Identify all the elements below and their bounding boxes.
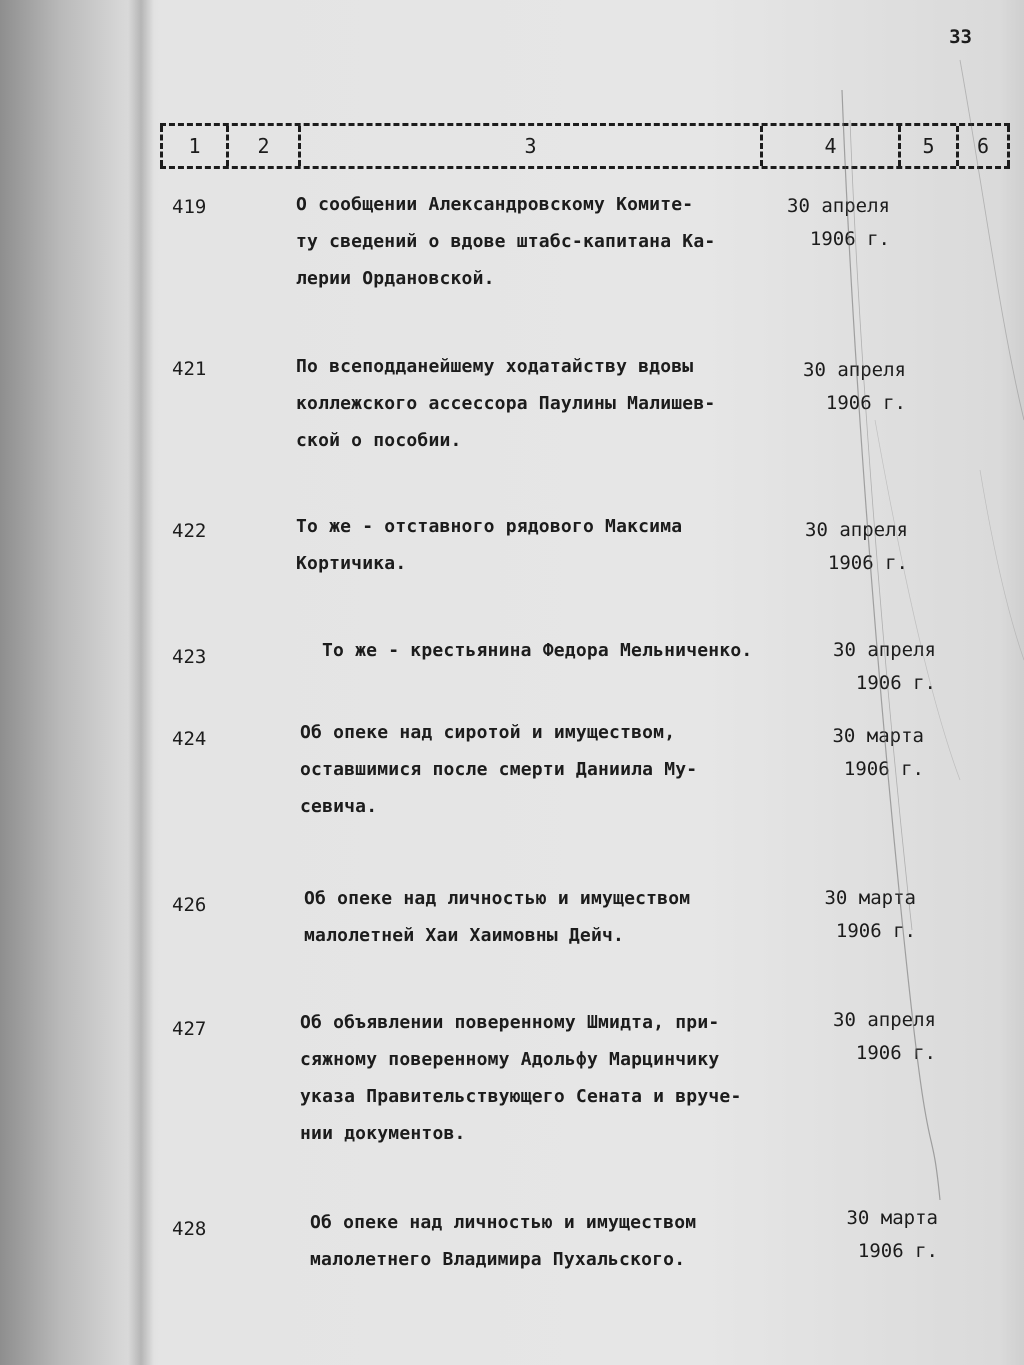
- entry-date: [764, 720, 924, 786]
- column-header: 5: [898, 126, 956, 166]
- bleed-through: [0, 810, 60, 834]
- date-day: 30 апреля: [833, 1009, 936, 1031]
- date-year: 1906 г.: [855, 672, 936, 694]
- date-day: 30 марта: [846, 1207, 938, 1229]
- entry-number: 423: [172, 646, 207, 668]
- entry-date: [778, 1202, 938, 1268]
- entry-date: [746, 354, 906, 420]
- column-header: 1: [160, 126, 226, 166]
- date-year: 1906 г.: [855, 1042, 936, 1064]
- entry-description: То же - отставного рядового Максима Кортичика.: [296, 516, 683, 574]
- entry-date: [776, 634, 936, 700]
- date-day: 30 апреля: [805, 519, 908, 541]
- bleed-through: [0, 460, 60, 484]
- entry-number: 426: [172, 894, 207, 916]
- entry-description: О сообщении Александровскому Комите- ту сведений о вдове штабс-капитана Ка- лерии Ордановской.: [296, 194, 716, 289]
- bleed-through: [0, 600, 60, 624]
- date-day: 30 апреля: [833, 639, 936, 661]
- date-year: 1906 г.: [809, 228, 890, 250]
- entry-description: По всеподданейшему ходатайству вдовы коллежского ассессора Паулины Малишев- ской о пособии.: [296, 356, 716, 451]
- entry-date: [730, 190, 890, 256]
- date-day: 30 апреля: [787, 195, 890, 217]
- date-year: 1906 г.: [843, 758, 924, 780]
- entry-description: Об опеке над сиротой и имуществом, оставшимися после смерти Даниила Му- севича.: [300, 722, 698, 817]
- bleed-through: [0, 200, 60, 224]
- date-year: 1906 г.: [857, 1240, 938, 1262]
- entry-description: Об опеке над личностью и имуществом малолетнего Владимира Пухальского.: [310, 1212, 697, 1270]
- column-header: 2: [226, 126, 298, 166]
- entry-date: [756, 882, 916, 948]
- column-header-row: [160, 123, 1010, 169]
- bleed-through: [0, 1030, 60, 1054]
- entry-description: То же - крестьянина Федора Мельниченко.: [322, 640, 753, 661]
- date-day: 30 апреля: [803, 359, 906, 381]
- date-year: 1906 г.: [825, 392, 906, 414]
- date-year: 1906 г.: [835, 920, 916, 942]
- column-header: 3: [298, 126, 760, 166]
- entry-number: 422: [172, 520, 207, 542]
- column-header: 6: [956, 126, 1010, 166]
- entry-date: [748, 514, 908, 580]
- date-day: 30 марта: [824, 887, 916, 909]
- binding-fold: [128, 0, 154, 1365]
- entry-number: 421: [172, 358, 207, 380]
- date-year: 1906 г.: [827, 552, 908, 574]
- entry-description: Об опеке над личностью и имуществом малолетней Хаи Хаимовны Дейч.: [304, 888, 691, 946]
- entry-number: 428: [172, 1218, 207, 1240]
- entry-date: [776, 1004, 936, 1070]
- entry-number: 419: [172, 196, 207, 218]
- page-number: 33: [949, 26, 972, 48]
- column-header: 4: [760, 126, 898, 166]
- entry-number: 424: [172, 728, 207, 750]
- entry-description: Об объявлении поверенному Шмидта, при- сяжному поверенному Адольфу Марцинчику указа Правительствующего Сената и вруче- нии документов.: [300, 1012, 742, 1144]
- date-day: 30 марта: [832, 725, 924, 747]
- entry-number: 427: [172, 1018, 207, 1040]
